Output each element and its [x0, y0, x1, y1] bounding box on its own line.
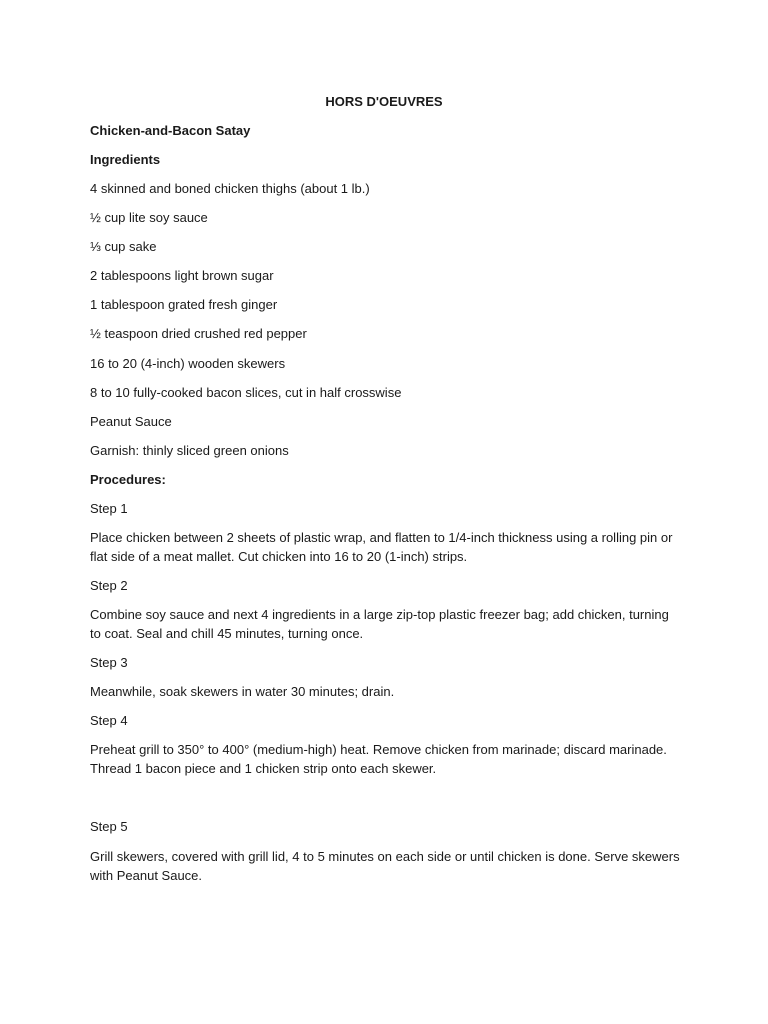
ingredient-item: Garnish: thinly sliced green onions — [90, 443, 289, 458]
ingredient-item: 1 tablespoon grated fresh ginger — [90, 297, 278, 312]
step-label: Step 2 — [90, 578, 128, 593]
ingredient-item: 2 tablespoons light brown sugar — [90, 268, 274, 283]
step-text: Grill skewers, covered with grill lid, 4 to 5 minutes on each side or until chicken is done. Serve skewers with Peanut Sauce. — [90, 849, 680, 883]
step-text: Place chicken between 2 sheets of plastic wrap, and flatten to 1/4-inch thickness using a rolling pin or flat side of a meat mallet. Cut chicken into 16 to 20 (1-inch) strips. — [90, 530, 673, 564]
step-label: Step 1 — [90, 501, 128, 516]
ingredient-item: ½ teaspoon dried crushed red pepper — [90, 326, 307, 341]
step-text: Meanwhile, soak skewers in water 30 minutes; drain. — [90, 684, 395, 699]
step-label: Step 3 — [90, 655, 128, 670]
step-label: Step 5 — [90, 819, 128, 834]
procedures-heading: Procedures: — [90, 472, 166, 487]
ingredient-item: ½ cup lite soy sauce — [90, 210, 208, 225]
ingredient-item: ⅓ cup sake — [90, 239, 157, 254]
ingredient-item: 4 skinned and boned chicken thighs (about 1 lb.) — [90, 181, 370, 196]
ingredients-heading: Ingredients — [90, 152, 161, 167]
document-title: HORS D'OEUVRES — [325, 94, 443, 109]
ingredient-item: 16 to 20 (4-inch) wooden skewers — [90, 356, 286, 371]
step-text: Combine soy sauce and next 4 ingredients in a large zip-top plastic freezer bag; add chicken, turning to coat. Seal and chill 45 minutes, turning once. — [90, 607, 669, 641]
step-text: Preheat grill to 350° to 400° (medium-high) heat. Remove chicken from marinade; discard marinade. Thread 1 bacon piece and 1 chicken strip onto each skewer. — [90, 742, 667, 776]
ingredient-item: 8 to 10 fully-cooked bacon slices, cut in half crosswise — [90, 385, 402, 400]
ingredient-item: Peanut Sauce — [90, 414, 172, 429]
recipe-name: Chicken-and-Bacon Satay — [90, 123, 251, 138]
step-label: Step 4 — [90, 713, 128, 728]
